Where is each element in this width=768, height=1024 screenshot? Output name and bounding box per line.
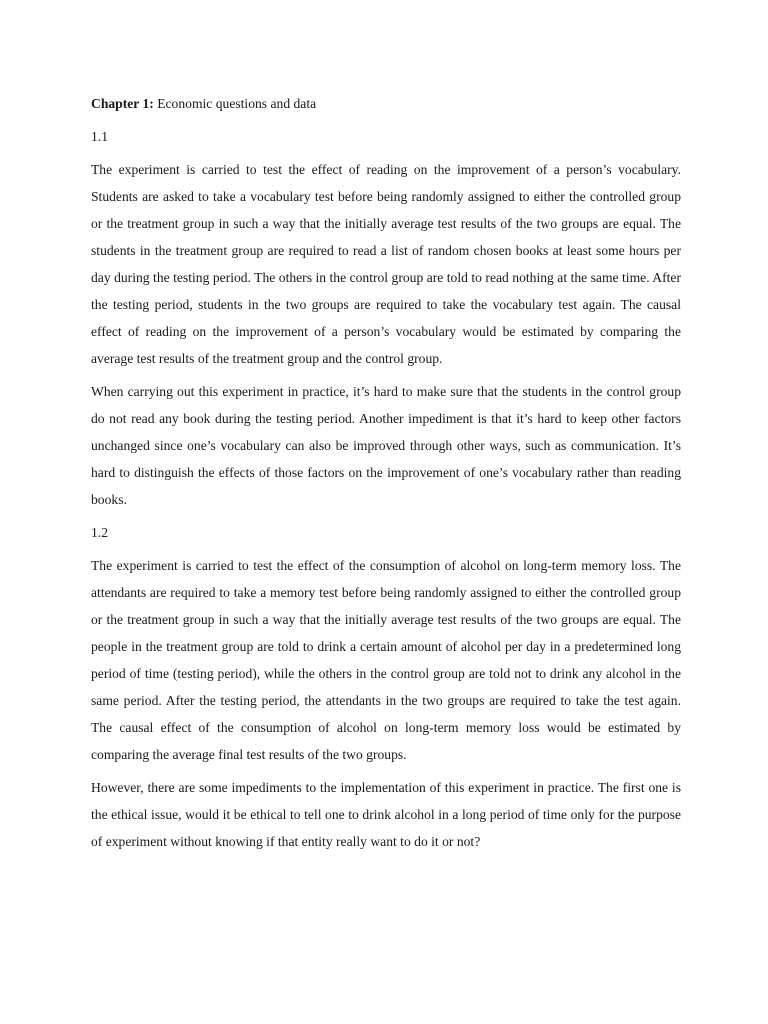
chapter-title: Economic questions and data: [157, 96, 317, 111]
section-number: 1.1: [91, 129, 108, 144]
paragraph: The experiment is carried to test the effect of the consumption of alcohol on long-term memory loss. The attendants are required to take a memory test before being randomly assigned to either the controlled group or the treatment group in such a way that the initially average test results of the two groups are equal. The people in the treatment group are told to drink a certain amount of alcohol per day in a predetermined long period of time (testing period), while the others in the control group are told not to drink any alcohol in the same period. After the testing period, the attendants in the two groups are required to take the test again. The causal effect of the consumption of alcohol on long-term memory loss would be estimated by comparing the average final test results of the two groups.: [91, 558, 681, 762]
section-1-2: [91, 519, 681, 855]
section-number: 1.2: [91, 525, 108, 540]
paragraph: The experiment is carried to test the effect of reading on the improvement of a person’s vocabulary. Students are asked to take a vocabulary test before being randomly assigned to either the controlled group or the treatment group in such a way that the initially average test results of the two groups are equal. The students in the treatment group are required to read a list of random chosen books at least some hours per day during the testing period. The others in the control group are told to read nothing at the same time. After the testing period, students in the two groups are required to take the vocabulary test again. The causal effect of reading on the improvement of a person’s vocabulary would be estimated by comparing the average test results of the treatment group and the control group.: [91, 162, 681, 366]
paragraph: When carrying out this experiment in practice, it’s hard to make sure that the students in the control group do not read any book during the testing period. Another impediment is that it’s hard to keep other factors unchanged since one’s vocabulary can also be improved through other ways, such as communication. It’s hard to distinguish the effects of those factors on the improvement of one’s vocabulary rather than reading books.: [91, 384, 681, 507]
paragraph: However, there are some impediments to the implementation of this experiment in practice. The first one is the ethical issue, would it be ethical to tell one to drink alcohol in a long period of time only for the purpose of experiment without knowing if that entity really want to do it or not?: [91, 780, 681, 849]
section-1-1: [91, 123, 681, 513]
document-body: [91, 90, 681, 861]
chapter-label: Chapter 1:: [91, 96, 154, 111]
chapter-heading: [91, 90, 681, 117]
